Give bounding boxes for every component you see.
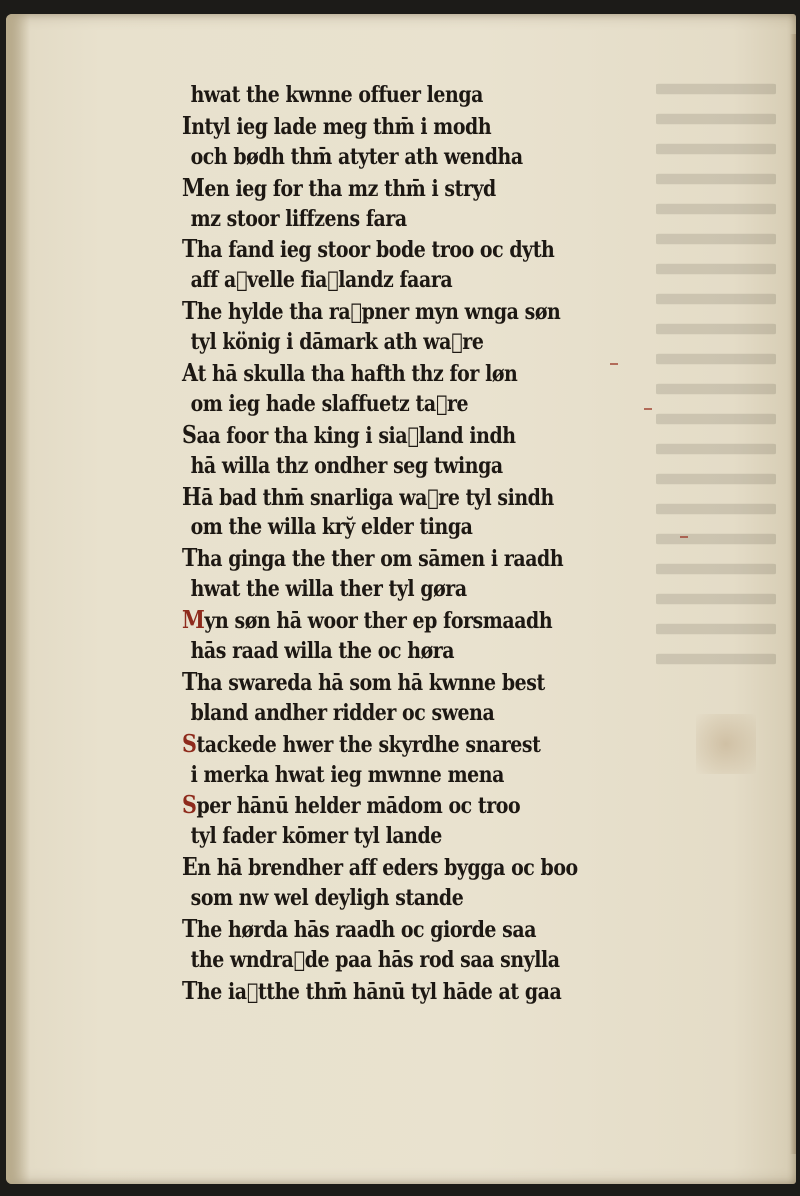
line-text: hās raad willa the oc høra (190, 638, 455, 665)
line-text: per hānū helder mādom oc troo (196, 793, 521, 820)
verse-line (182, 234, 638, 265)
line-text: i merka hwat ieg mwnne mena (190, 761, 504, 788)
line-initial: S (182, 728, 197, 758)
line-text: ha ginga the ther om sāmen i raadh (196, 546, 564, 573)
verse-line (182, 296, 638, 327)
line-text: om the willa kry̆ elder tinga (190, 514, 473, 541)
verse-line (182, 389, 638, 420)
line-initial: S (182, 419, 197, 449)
verse-line (182, 574, 638, 605)
line-text: hwat the kwnne offuer lenga (190, 82, 483, 108)
line-initial: I (182, 110, 192, 140)
line-text: n hā brendher aff eders bygga oc boo (197, 855, 578, 882)
verse-line (182, 482, 638, 513)
verse-line (182, 111, 638, 142)
line-text: hā willa thz ondher seg twinga (190, 452, 503, 479)
verse-line (182, 204, 638, 235)
verse-line (182, 420, 638, 451)
verse-line (182, 265, 638, 296)
line-text: bland andher ridder oc swena (190, 699, 495, 726)
line-text: tackede hwer the skyrdhe snarest (196, 731, 541, 758)
verse-line (182, 914, 638, 945)
line-initial: M (182, 172, 205, 202)
line-initial: S (182, 790, 197, 820)
verse-text (182, 80, 712, 1007)
line-text: tyl könig i dāmark ath waᷓre (190, 329, 484, 356)
line-initial: T (182, 666, 197, 696)
verse-line (182, 667, 638, 698)
line-text: he hylde tha raᷓpner myn wnga søn (196, 299, 561, 326)
verse-line (182, 327, 638, 358)
line-initial: T (182, 234, 197, 264)
verse-line (182, 945, 638, 976)
verse-line (182, 80, 638, 111)
verse-line (182, 512, 638, 543)
line-text: tyl fader kōmer tyl lande (190, 823, 442, 850)
line-text: aff aᷓvelle fiaᷓlandz faara (190, 267, 453, 294)
verse-line (182, 790, 638, 821)
line-initial: H (182, 481, 202, 511)
verse-line (182, 605, 638, 636)
verse-line (182, 358, 638, 389)
verse-line (182, 976, 638, 1007)
line-text: mz stoor liffzens fara (190, 205, 407, 232)
line-text: t hā skulla tha hafth thz for løn (197, 361, 518, 388)
line-text: som nw wel deyligh stande (190, 885, 464, 912)
verse-line (182, 451, 638, 482)
line-initial: A (182, 358, 198, 388)
verse-line (182, 173, 638, 204)
verse-line (182, 821, 638, 852)
page-gutter (6, 14, 30, 1184)
line-initial: T (182, 296, 197, 326)
verse-line (182, 142, 638, 173)
line-initial: T (182, 975, 197, 1005)
line-initial: T (182, 914, 197, 944)
verse-line (182, 760, 638, 791)
line-text: ntyl ieg lade meg thm̄ i modh (191, 113, 492, 140)
line-text: the wndraᷓde paa hās rod saa snylla (190, 946, 560, 973)
verse-line (182, 543, 638, 574)
line-text: yn søn hā woor ther ep forsmaadh (204, 608, 553, 635)
line-text: aa foor tha king i siaᷓland indh (196, 422, 516, 449)
line-text: ā bad thm̄ snarliga waᷓre tyl sindh (201, 484, 554, 511)
line-text: en ieg for tha mz thm̄ i stryd (204, 175, 496, 202)
line-text: he hørda hās raadh oc giorde saa (196, 917, 537, 944)
verse-line (182, 636, 638, 667)
line-text: och bødh thm̄ atyter ath wendha (190, 143, 523, 170)
line-initial: M (182, 605, 205, 635)
line-text: om ieg hade slaffuetz taᷓre (190, 390, 469, 417)
line-initial: T (182, 543, 197, 573)
verse-line (182, 883, 638, 914)
verse-line (182, 729, 638, 760)
verse-line (182, 698, 638, 729)
page-edge (790, 34, 796, 1154)
verse-line (182, 852, 638, 883)
line-text: ha swareda hā som hā kwnne best (196, 669, 545, 696)
line-text: hwat the willa ther tyl gøra (190, 576, 467, 603)
line-text: ha fand ieg stoor bode troo oc dyth (196, 237, 555, 264)
line-text: he iaᷓtthe thm̄ hānū tyl hāde at gaa (196, 978, 562, 1005)
line-initial: E (182, 852, 198, 882)
